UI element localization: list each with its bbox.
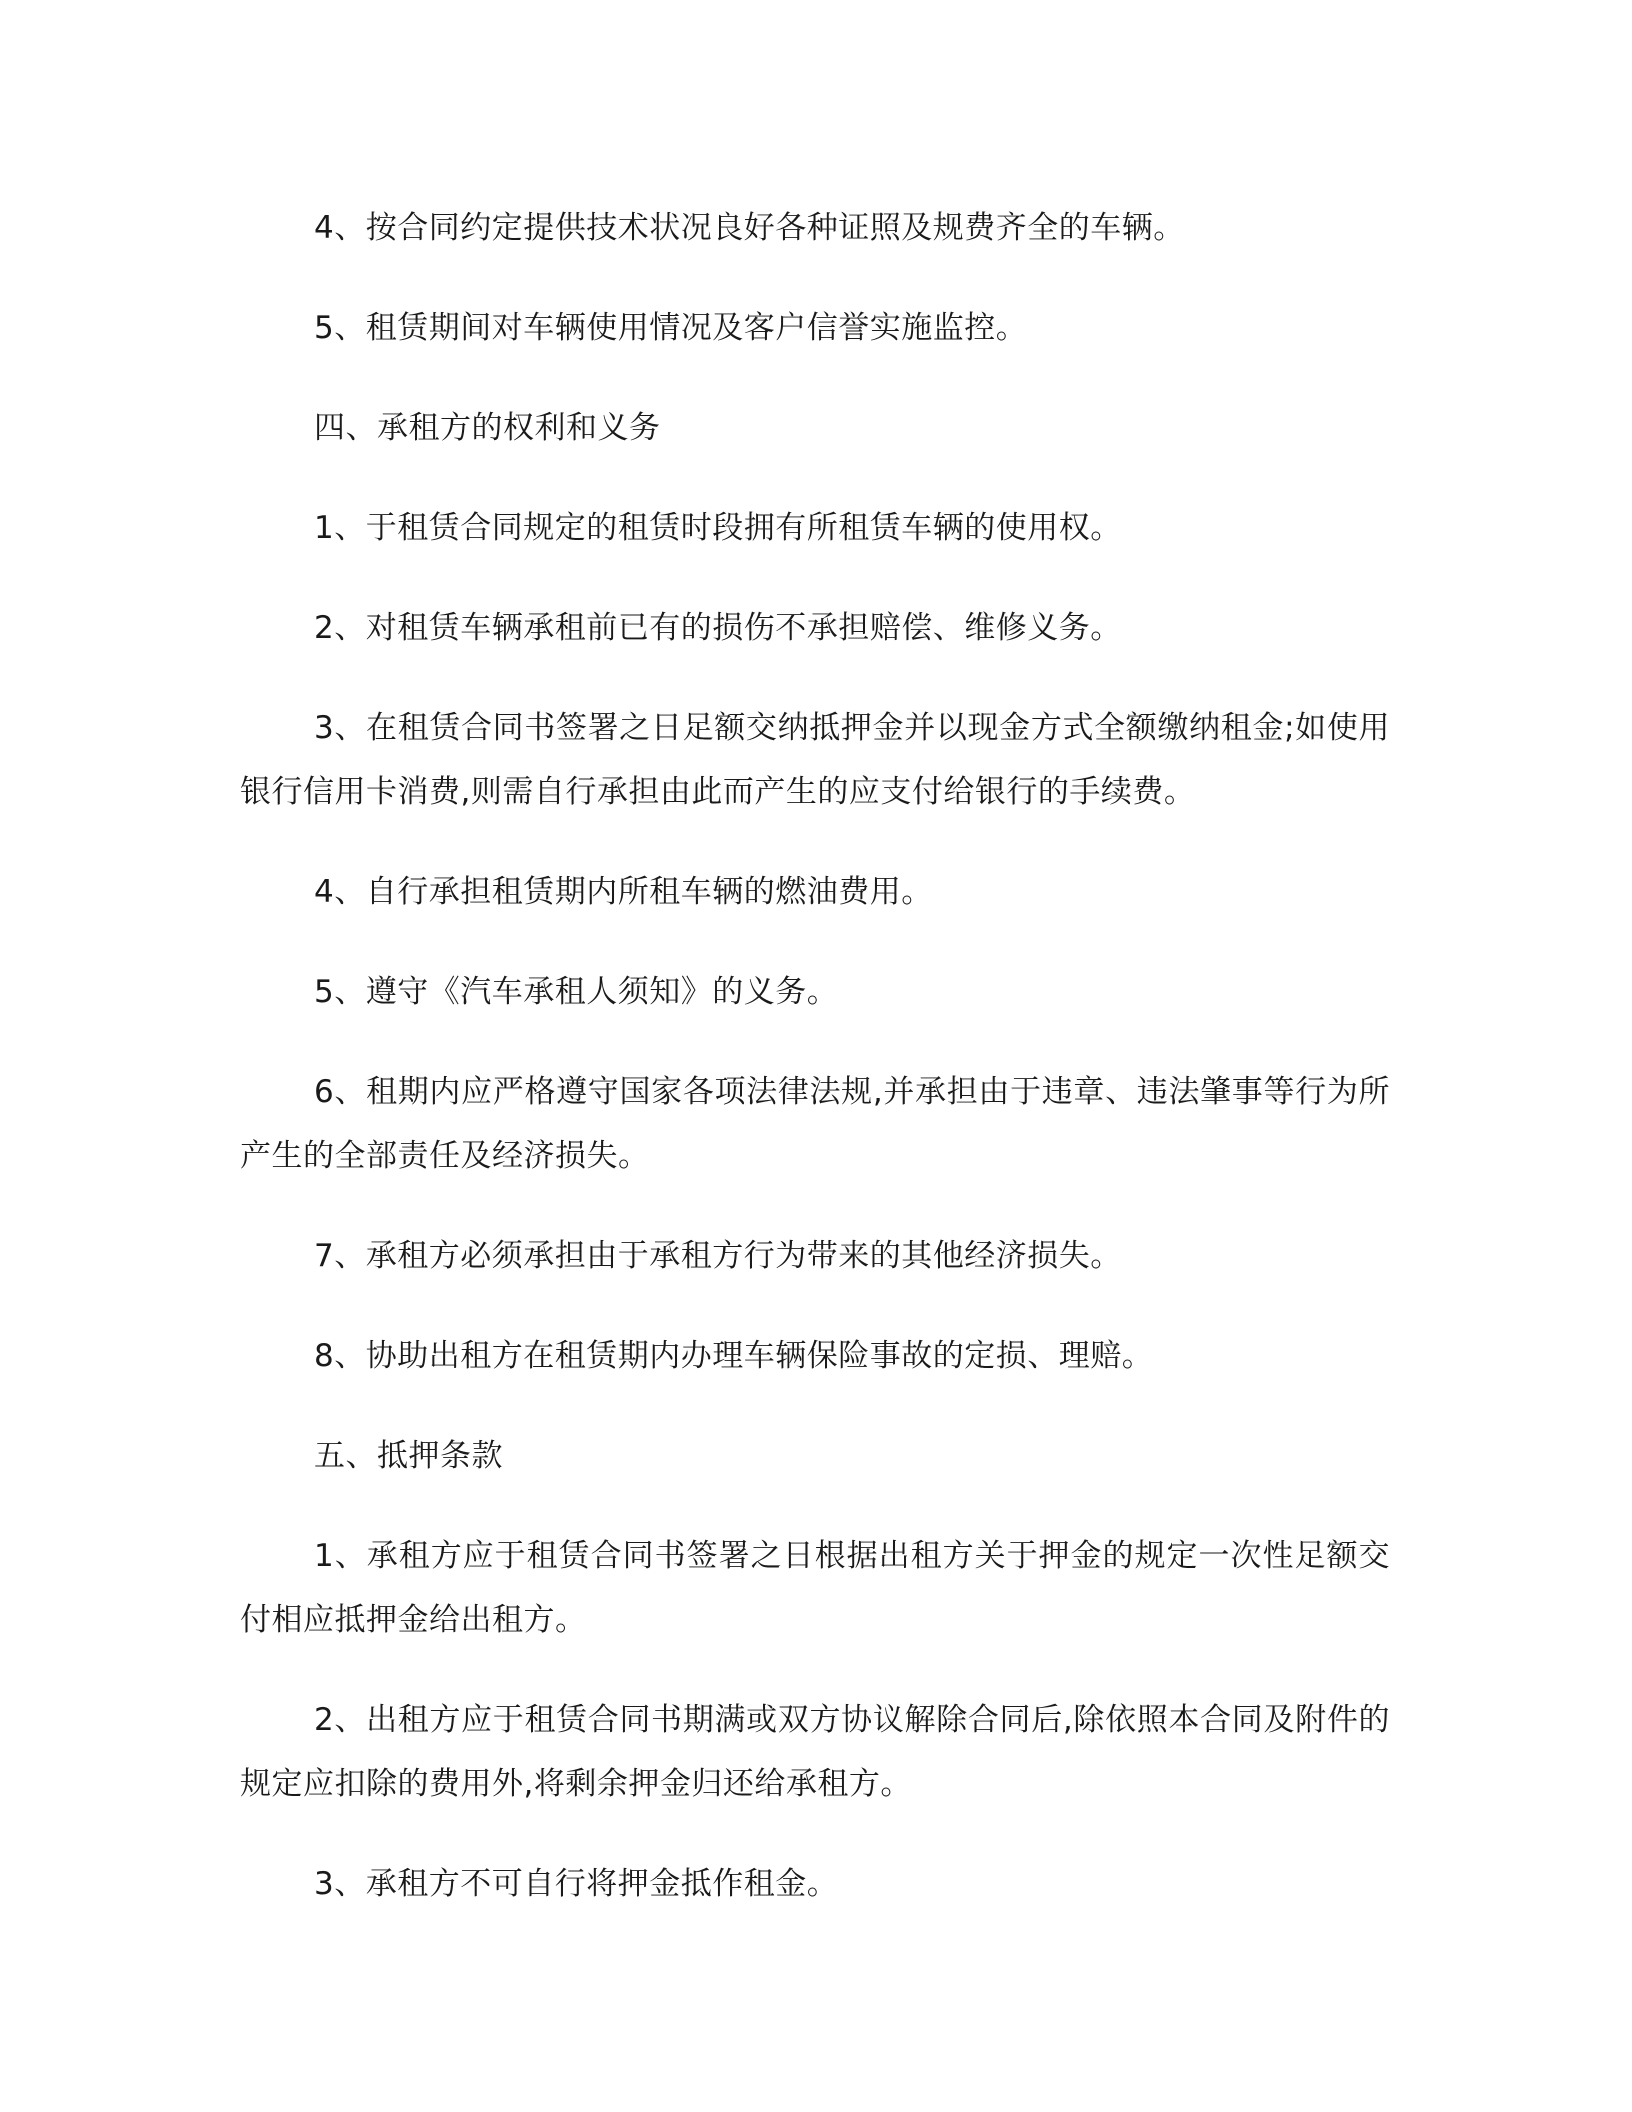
section-heading-4: 四、承租方的权利和义务 bbox=[314, 410, 661, 446]
clause-3-4: 4、按合同约定提供技术状况良好各种证照及规费齐全的车辆。 bbox=[314, 210, 1185, 246]
clause-4-6: 6、租期内应严格遵守国家各项法律法规,并承担由于违章、违法肇事等行为所产生的全部责任及经济损失。 bbox=[240, 1074, 1390, 1174]
clause-4-7: 7、承租方必须承担由于承租方行为带来的其他经济损失。 bbox=[314, 1238, 1122, 1274]
document-body bbox=[240, 196, 1390, 1952]
clause-4-5: 5、遵守《汽车承租人须知》的义务。 bbox=[314, 974, 839, 1010]
clause-4-4: 4、自行承担租赁期内所租车辆的燃油费用。 bbox=[314, 874, 933, 910]
clause-5-1: 1、承租方应于租赁合同书签署之日根据出租方关于押金的规定一次性足额交付相应抵押金给出租方。 bbox=[240, 1538, 1390, 1638]
clause-4-3: 3、在租赁合同书签署之日足额交纳抵押金并以现金方式全额缴纳租金;如使用银行信用卡消费,则需自行承担由此而产生的应支付给银行的手续费。 bbox=[240, 710, 1390, 810]
clause-4-2: 2、对租赁车辆承租前已有的损伤不承担赔偿、维修义务。 bbox=[314, 610, 1122, 646]
clause-5-2: 2、出租方应于租赁合同书期满或双方协议解除合同后,除依照本合同及附件的规定应扣除的费用外,将剩余押金归还给承租方。 bbox=[240, 1702, 1390, 1802]
clause-4-8: 8、协助出租方在租赁期内办理车辆保险事故的定损、理赔。 bbox=[314, 1338, 1154, 1374]
section-heading-5: 五、抵押条款 bbox=[314, 1438, 503, 1474]
clause-4-1: 1、于租赁合同规定的租赁时段拥有所租赁车辆的使用权。 bbox=[314, 510, 1122, 546]
clause-5-3: 3、承租方不可自行将押金抵作租金。 bbox=[314, 1866, 839, 1902]
clause-3-5: 5、租赁期间对车辆使用情况及客户信誉实施监控。 bbox=[314, 310, 1028, 346]
